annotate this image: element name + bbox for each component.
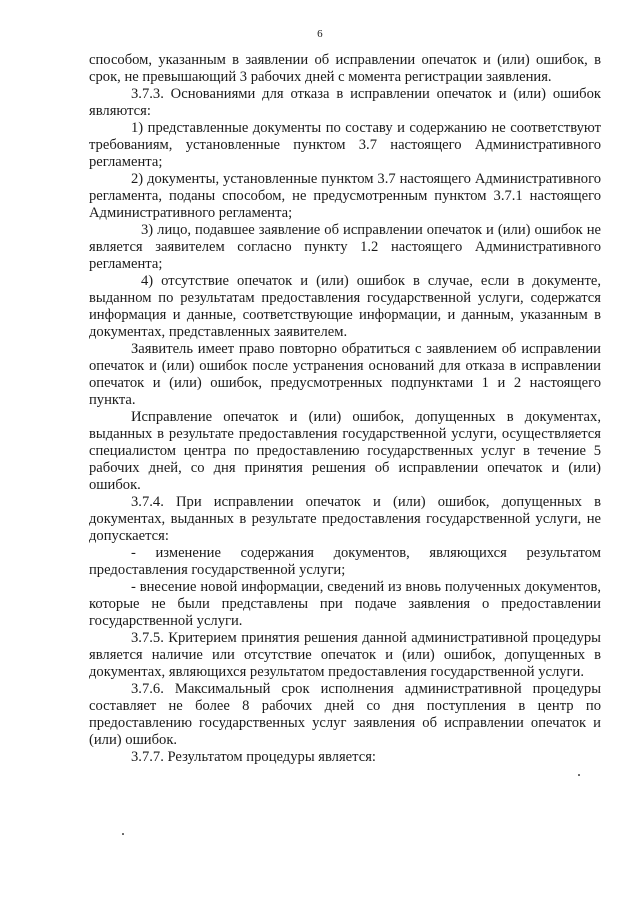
document-body [89,52,601,766]
dash-item-1: - изменение содержания документов, являющихся результатом предоставления государственной услуги; [89,545,601,578]
list-item-3: 3) лицо, подавшее заявление об исправлении опечаток и (или) ошибок не является заявителем согласно пункту 1.2 настоящего Административного регламента; [89,222,601,272]
scan-speck [122,833,124,835]
paragraph-3-7-4: 3.7.4. При исправлении опечаток и (или) ошибок, допущенных в документах, выданных в результате предоставления государственной услуги, не допускается: [89,494,601,544]
dash-item-2: - внесение новой информации, сведений из вновь полученных документов, которые не были представлены при подаче заявления о предоставлении государственной услуги. [89,579,601,629]
paragraph-correction: Исправление опечаток и (или) ошибок, допущенных в документах, выданных в результате предоставления государственной услуги, осуществляется специалистом центра по предоставлению государственных услуг в течение 5 рабочих дней, со дня принятия решения об исправлении опечаток и (или) ошибок. [89,409,601,493]
scan-speck [578,774,580,776]
paragraph-3-7-3: 3.7.3. Основаниями для отказа в исправлении опечаток и (или) ошибок являются: [89,86,601,119]
list-item-1: 1) представленные документы по составу и содержанию не соответствуют требованиям, установленные пунктом 3.7 настоящего Административного регламента; [89,120,601,170]
paragraph-3-7-6: 3.7.6. Максимальный срок исполнения административной процедуры составляет не более 8 рабочих дней со дня поступления в центр по предоставлению государственных услуг заявления об исправлении опечаток и (или) ошибок. [89,681,601,748]
list-item-2: 2) документы, установленные пунктом 3.7 настоящего Административного регламента, поданы способом, не предусмотренным пунктом 3.7.1 настоящего Административного регламента; [89,171,601,221]
paragraph-3-7-5: 3.7.5. Критерием принятия решения данной административной процедуры является наличие или отсутствие опечаток и (или) ошибок, допущенных в документах, являющихся результатом предоставления государственной услуги. [89,630,601,680]
paragraph-3-7-7: 3.7.7. Результатом процедуры является: [131,749,376,765]
list-item-4: 4) отсутствие опечаток и (или) ошибок в случае, если в документе, выданном по результатам предоставления государственной услуги, содержатся информация и данные, соответствующие информации, и данным, указанным в документах, представленных заявителем. [89,273,601,340]
page-number: 6 [317,28,323,40]
paragraph-continuation: способом, указанным в заявлении об исправлении опечаток и (или) ошибок, в срок, не превышающий 3 рабочих дней с момента регистрации заявления. [89,52,601,85]
paragraph-reapply: Заявитель имеет право повторно обратиться с заявлением об исправлении опечаток и (или) ошибок после устранения оснований для отказа в исправлении опечаток и (или) ошибок, предусмотренных подпунктами 1 и 2 настоящего пункта. [89,341,601,408]
